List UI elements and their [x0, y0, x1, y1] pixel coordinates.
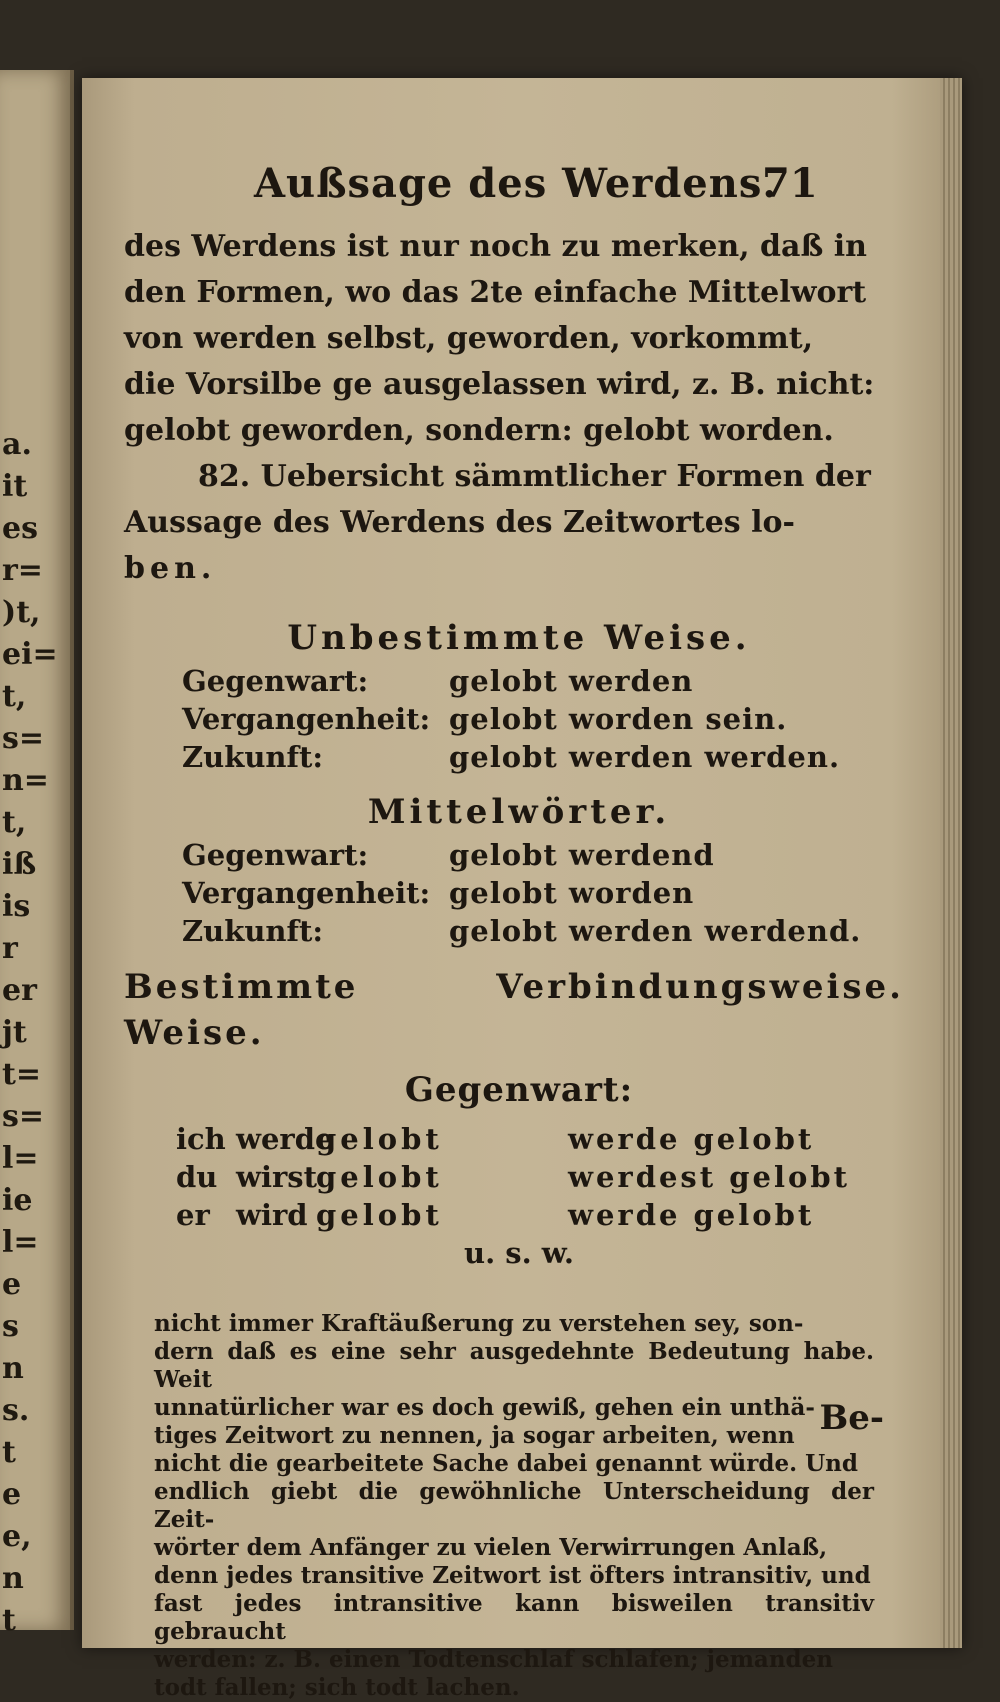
subjunctive-form: werde gelobt: [568, 1122, 815, 1156]
section-82-line3: ben.: [124, 551, 217, 586]
left-margin-fragment: e: [2, 1267, 22, 1302]
left-margin-fragment: ie: [2, 1183, 33, 1218]
subjunctive-form: werdest gelobt: [568, 1160, 851, 1194]
left-margin-fragment: it: [2, 469, 28, 504]
tense-form: gelobt werdend: [449, 838, 715, 872]
intro-line: des Werdens ist nur noch zu merken, daß in: [124, 229, 867, 264]
left-margin-fragment: r=: [2, 553, 43, 588]
tense-label: Zukunft:: [182, 914, 324, 948]
intro-line: von werden selbst, geworden, vorkommt,: [124, 321, 814, 356]
left-margin-fragment: a.: [2, 427, 32, 462]
intro-line: gelobt geworden, sondern: gelobt worden.: [124, 413, 834, 448]
footnote-line: nicht immer Kraftäußerung zu verstehen sey, son-: [154, 1310, 804, 1337]
tense-form: gelobt worden sein.: [449, 702, 788, 736]
unbestimmte-weise-heading: Unbestimmte Weise.: [287, 618, 751, 658]
left-margin-fragment: r: [2, 931, 18, 966]
left-margin-fragment: s.: [2, 1393, 30, 1428]
footnote-line: unnatürlicher war es doch gewiß, gehen ein unthä-: [154, 1394, 815, 1421]
section-82-line1: [124, 454, 914, 500]
left-margin-fragment: t: [2, 1435, 16, 1470]
auxiliary-verb: wirst: [236, 1160, 317, 1194]
footnote-line: tiges Zeitwort zu nennen, ja sogar arbeiten, wenn: [154, 1422, 795, 1449]
left-margin-fragment: n=: [2, 763, 49, 798]
etc-marker: u. s. w.: [464, 1236, 574, 1270]
conjugation-row: [124, 738, 914, 776]
left-margin-fragment: n: [2, 1351, 24, 1386]
auxiliary-verb: wird: [236, 1198, 308, 1232]
pronoun: er: [176, 1198, 210, 1232]
footnote-line: endlich giebt die gewöhnliche Unterscheidung der Zeit-: [154, 1478, 874, 1533]
footnote-line: todt fallen; sich todt lachen.: [154, 1674, 520, 1701]
left-margin-fragment: es: [2, 511, 38, 546]
footnote-line: denn jedes transitive Zeitwort ist öfters intransitiv, und: [154, 1562, 871, 1589]
footnote-line: wörter dem Anfänger zu vielen Verwirrungen Anlaß,: [154, 1534, 828, 1561]
footnote-line: werden: z. B. einen Todtenschlaf schlafen; jemanden: [154, 1646, 833, 1673]
left-margin-fragment: iß: [2, 847, 37, 882]
pronoun: ich: [176, 1122, 226, 1156]
subjunctive-form: werde gelobt: [568, 1198, 815, 1232]
intro-line: die Vorsilbe ge ausgelassen wird, z. B. nicht:: [124, 367, 875, 402]
person-row: [124, 1120, 914, 1158]
footnote-line: dern daß es eine sehr ausgedehnte Bedeutung habe. Weit: [154, 1338, 874, 1393]
conjugation-row: [124, 912, 914, 950]
verbindungsweise-heading: Verbindungsweise.: [496, 967, 904, 1007]
left-margin-fragment: jt: [2, 1015, 27, 1050]
left-margin-fragment: t: [2, 1603, 16, 1638]
catchword: Be-: [819, 1398, 884, 1438]
mittelwoerter-heading: Mittelwörter.: [367, 792, 671, 832]
left-margin-fragment: t=: [2, 1057, 41, 1092]
page-body: [124, 224, 914, 1702]
person-row: [124, 1196, 914, 1234]
tense-label: Vergangenheit:: [182, 702, 431, 736]
left-margin-fragment: )t,: [2, 595, 41, 630]
tense-form: gelobt worden: [449, 876, 695, 910]
left-margin-fragment: er: [2, 973, 37, 1008]
tense-label: Gegenwart:: [182, 838, 369, 872]
left-page-edge: [0, 70, 74, 1638]
footnote-line: fast jedes intransitive kann bisweilen transitiv gebraucht: [154, 1590, 874, 1645]
left-margin-fragment: e: [2, 1477, 22, 1512]
bestimmte-weise-heading: Bestimmte Weise.: [124, 967, 359, 1053]
left-margin-fragment: t,: [2, 805, 27, 840]
page-number: 71: [762, 160, 818, 207]
conjugation-row: [124, 836, 914, 874]
participle: gelobt: [316, 1198, 443, 1232]
page-edge-stack: [940, 78, 962, 1648]
left-margin-fragment: l=: [2, 1225, 39, 1260]
left-margin-fragment: is: [2, 889, 31, 924]
conjugation-row: [124, 662, 914, 700]
left-margin-fragment: t,: [2, 679, 27, 714]
person-row: [124, 1158, 914, 1196]
tense-label: Zukunft:: [182, 740, 324, 774]
tense-label: Vergangenheit:: [182, 876, 431, 910]
gegenwart-subheading: Gegenwart:: [404, 1070, 634, 1110]
tense-form: gelobt werden: [449, 664, 694, 698]
left-margin-fragment: n: [2, 1561, 24, 1596]
left-margin-fragment: l=: [2, 1141, 39, 1176]
left-margin-fragment: ei=: [2, 637, 58, 672]
tense-form: gelobt werden werden.: [449, 740, 841, 774]
participle: gelobt: [316, 1122, 443, 1156]
left-margin-fragment: e,: [2, 1519, 32, 1554]
left-margin-fragment: s: [2, 1309, 19, 1344]
section-number: 82.: [198, 459, 251, 494]
mood-headings: [124, 964, 914, 1056]
tense-form: gelobt werden werdend.: [449, 914, 862, 948]
pronoun: du: [176, 1160, 218, 1194]
tense-label: Gegenwart:: [182, 664, 369, 698]
section-title: Uebersicht sämmtlicher Formen der: [260, 459, 871, 494]
running-title: Außsage des Werdens.: [254, 160, 778, 207]
auxiliary-verb: werde: [236, 1122, 334, 1156]
left-margin-fragment: s=: [2, 721, 45, 756]
running-header: [82, 160, 940, 220]
footnote: [124, 1310, 914, 1702]
participle: gelobt: [316, 1160, 443, 1194]
section-82-line2: Aussage des Werdens des Zeitwortes lo-: [124, 505, 795, 540]
book-page: [82, 78, 962, 1701]
footnote-line: nicht die gearbeitete Sache dabei genannt würde. Und: [154, 1450, 858, 1477]
left-margin-fragment: s=: [2, 1099, 45, 1134]
conjugation-row: [124, 700, 914, 738]
conjugation-row: [124, 874, 914, 912]
intro-line: den Formen, wo das 2te einfache Mittelwort: [124, 275, 867, 310]
